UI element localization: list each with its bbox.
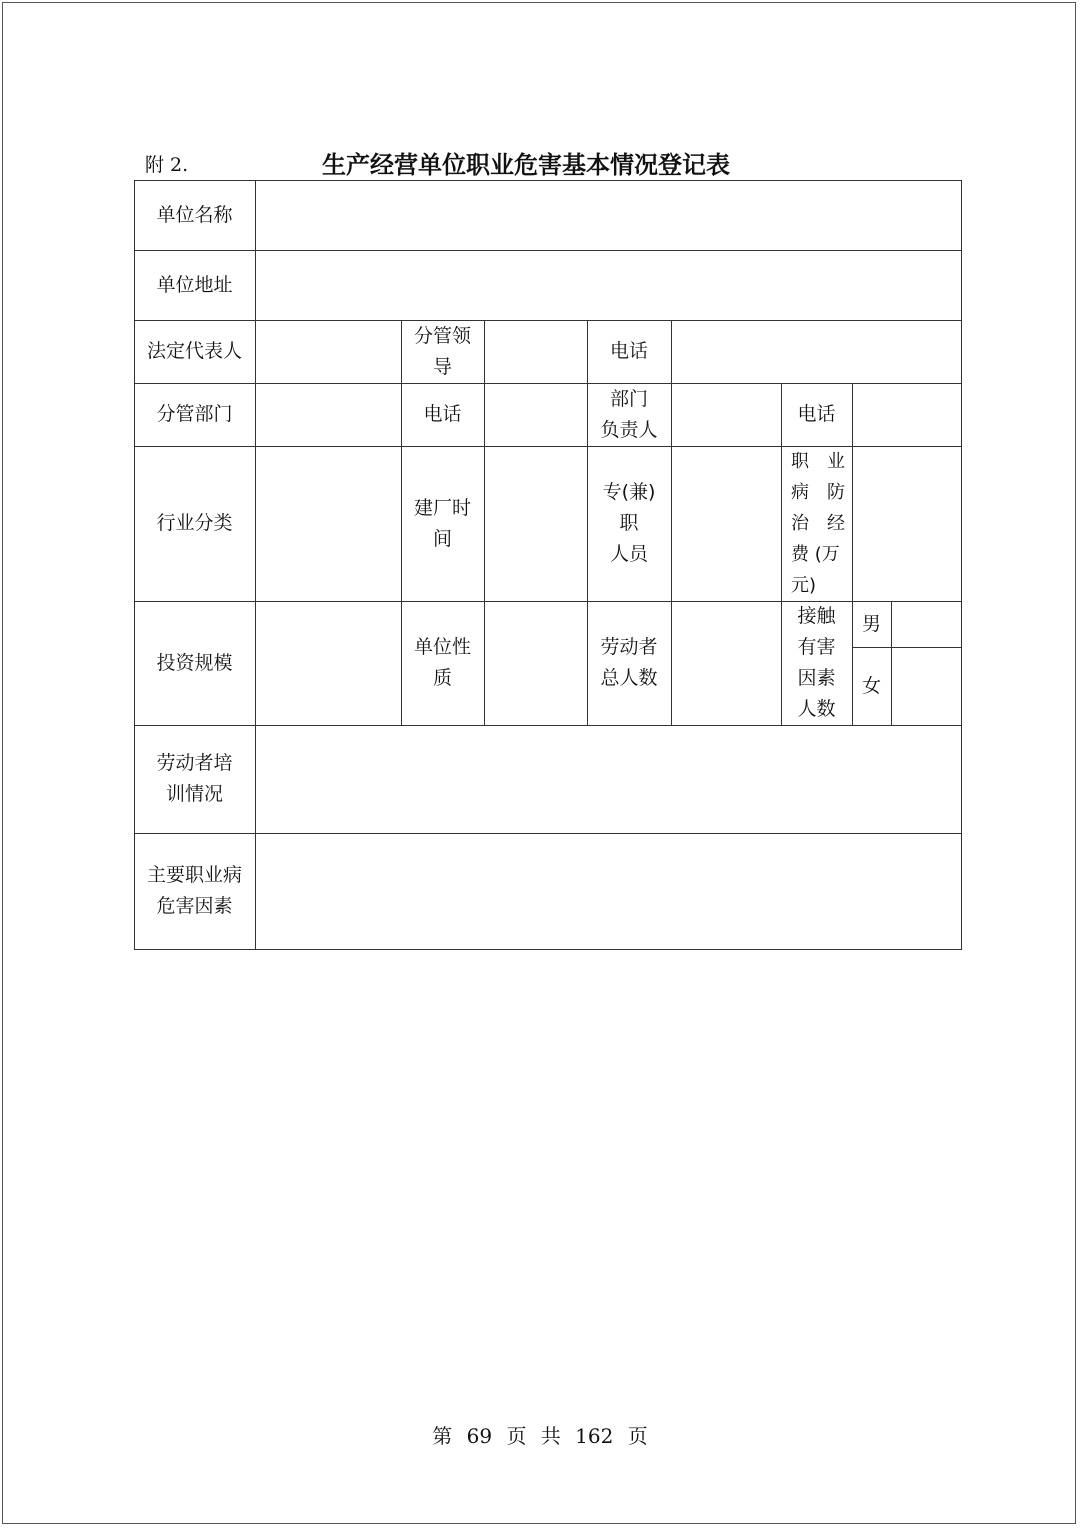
field-staff[interactable] bbox=[672, 447, 781, 601]
label-industry: 行业分类 bbox=[156, 512, 233, 534]
label-unit-address: 单位地址 bbox=[156, 273, 233, 296]
table-line bbox=[134, 949, 962, 950]
label-dept-head: 部门 负责人 bbox=[600, 387, 658, 441]
field-unit-name[interactable] bbox=[256, 181, 961, 250]
label-staff: 专(兼) 职 人员 bbox=[602, 481, 656, 565]
field-founded[interactable] bbox=[485, 447, 587, 601]
field-dept-in-charge[interactable] bbox=[256, 384, 401, 446]
label-phone-1: 电话 bbox=[609, 340, 648, 362]
label-legal-rep: 法定代表人 bbox=[146, 340, 242, 362]
field-phone-1[interactable] bbox=[672, 321, 961, 383]
field-legal-rep[interactable] bbox=[256, 321, 401, 383]
label-exposed: 接触 有害 因素 人数 bbox=[797, 605, 836, 720]
page-number: 第 69 页 共 162 页 bbox=[432, 1424, 648, 1448]
field-total-workers[interactable] bbox=[672, 602, 781, 725]
label-unit-nature: 单位性 质 bbox=[413, 636, 471, 689]
label-founded: 建厂时 间 bbox=[413, 496, 471, 550]
label-training: 劳动者培 训情况 bbox=[156, 752, 233, 805]
label-total-workers: 劳动者 总人数 bbox=[600, 636, 658, 689]
field-unit-nature[interactable] bbox=[485, 602, 587, 725]
form-title: 生产经营单位职业危害基本情况登记表 bbox=[322, 151, 730, 179]
label-phone-3: 电话 bbox=[797, 403, 836, 425]
label-male: 男 bbox=[861, 612, 881, 635]
field-female[interactable] bbox=[892, 648, 961, 725]
field-dept-head[interactable] bbox=[672, 384, 781, 446]
field-investment[interactable] bbox=[256, 602, 401, 725]
field-phone-3[interactable] bbox=[853, 384, 961, 446]
field-leader-in-charge[interactable] bbox=[485, 321, 587, 383]
table-line bbox=[961, 180, 962, 950]
label-dept-in-charge: 分管部门 bbox=[156, 403, 233, 425]
field-prevention-fund[interactable] bbox=[853, 447, 961, 601]
label-leader-in-charge: 分管领 导 bbox=[413, 324, 471, 378]
field-training[interactable] bbox=[256, 726, 961, 833]
label-prevention-fund: 职 业 病 防 治 经 费 (万 元) bbox=[791, 451, 845, 596]
label-investment: 投资规模 bbox=[156, 651, 233, 674]
label-female: 女 bbox=[861, 674, 881, 697]
field-male[interactable] bbox=[892, 602, 961, 647]
label-hazards: 主要职业病 危害因素 bbox=[146, 864, 242, 917]
field-phone-2[interactable] bbox=[485, 384, 587, 446]
label-unit-name: 单位名称 bbox=[156, 203, 233, 226]
field-hazards[interactable] bbox=[256, 834, 961, 949]
label-phone-2: 电话 bbox=[423, 403, 462, 425]
field-industry[interactable] bbox=[256, 447, 401, 601]
appendix-label: 附 2. bbox=[145, 154, 189, 176]
field-unit-address[interactable] bbox=[256, 251, 961, 320]
